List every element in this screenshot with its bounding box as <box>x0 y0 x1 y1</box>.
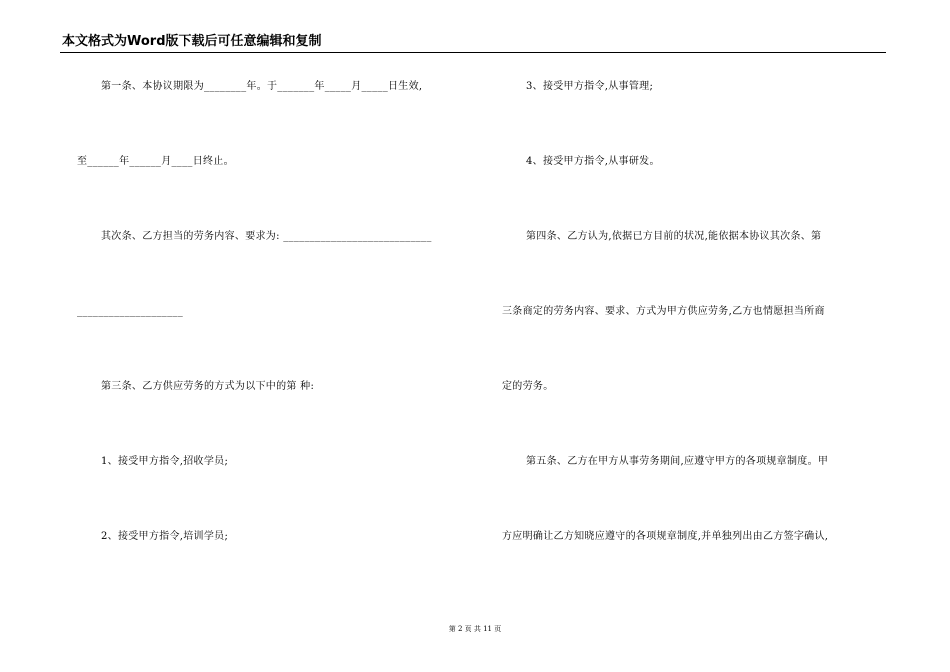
item-4: 4、接受甲方指令,从事研发。 <box>526 156 660 167</box>
article-1-line-2: 至______年______月____日终止。 <box>77 156 234 167</box>
article-3: 第三条、乙方供应劳务的方式为以下中的第 种: <box>101 381 315 392</box>
item-3: 3、接受甲方指令,从事管理; <box>526 81 654 92</box>
article-2-line-1: 其次条、乙方担当的劳务内容、要求为: ____________________________ <box>101 231 432 242</box>
article-4-line-1: 第四条、乙方认为,依据已方目前的状况,能依据本协议其次条、第 <box>526 231 822 242</box>
article-4-line-3: 定的劳务。 <box>502 381 554 392</box>
article-5-line-1: 第五条、乙方在甲方从事劳务期间,应遵守甲方的各项规章制度。甲 <box>526 456 829 467</box>
article-2-line-2: ____________________ <box>77 306 183 317</box>
article-5-line-2: 方应明确让乙方知晓应遵守的各项规章制度,并单独列出由乙方签字确认, <box>502 531 829 542</box>
item-1: 1、接受甲方指令,招收学员; <box>101 456 229 467</box>
page-number: 第 2 页 共 11 页 <box>448 625 502 633</box>
item-2: 2、接受甲方指令,培训学员; <box>101 531 229 542</box>
document-header-title: 本文格式为Word版下载后可任意编辑和复制 <box>62 34 322 49</box>
article-1-line-1: 第一条、本协议期限为________年。于_______年_____月_____日生效, <box>101 81 423 92</box>
article-4-line-2: 三条商定的劳务内容、要求、方式为甲方供应劳务,乙方也情愿担当所商 <box>502 306 825 317</box>
header-divider <box>60 52 886 53</box>
